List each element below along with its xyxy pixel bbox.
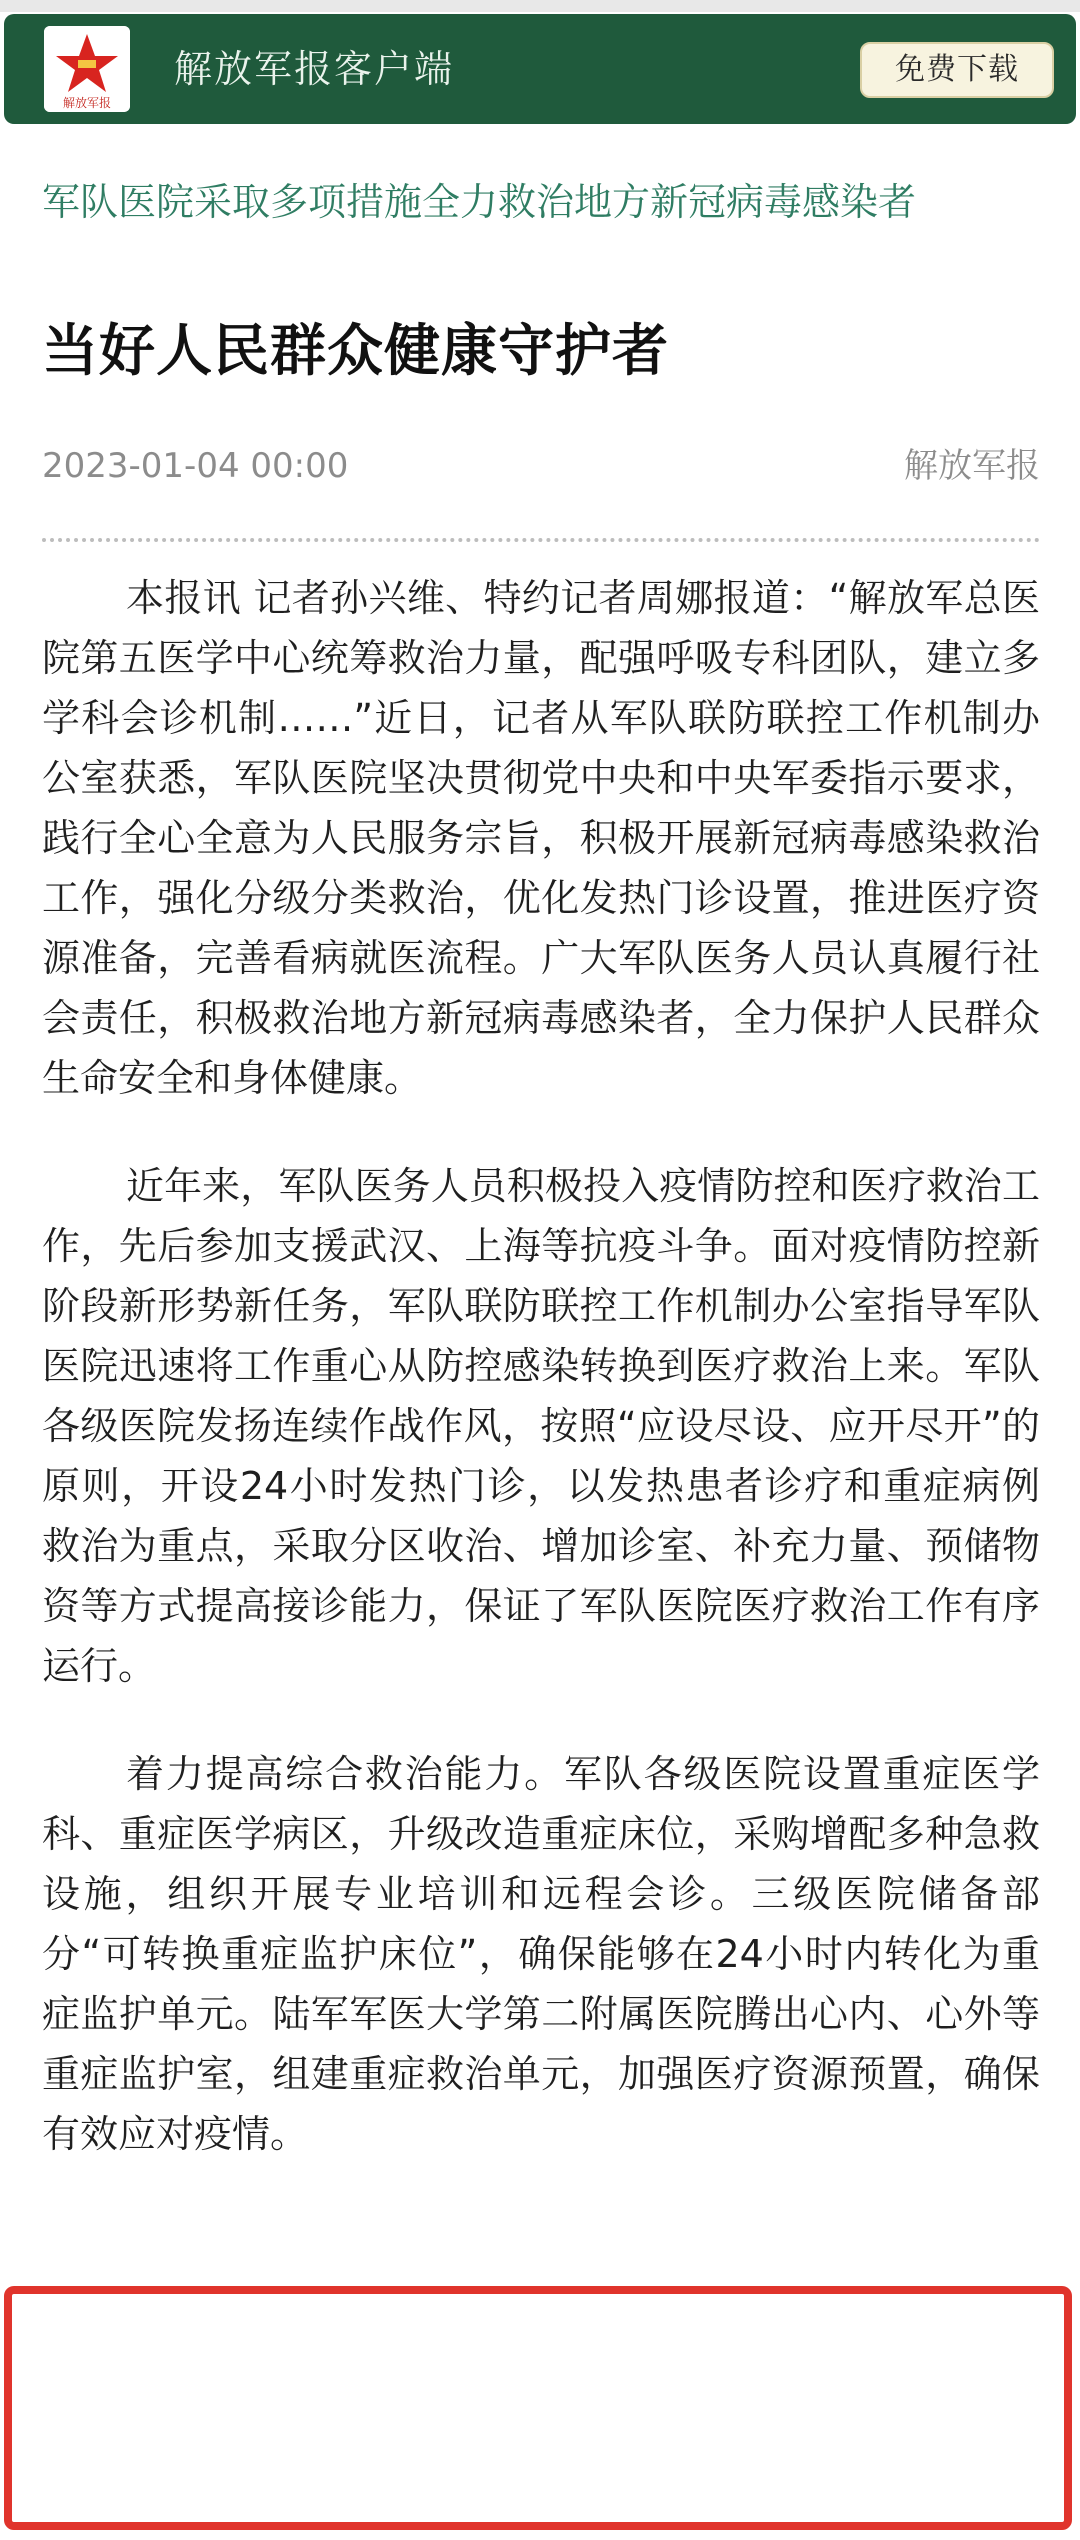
paragraph-1: 本报讯 记者孙兴维、特约记者周娜报道：“解放军总医院第五医学中心统筹救治力量，配强呼吸专科团队，建立多学科会诊机制……”近日，记者从军队联防联控工作机制办公室获悉，军队医院坚决贯彻党中央和中央军委指示要求，践行全心全意为人民服务宗旨，积极开展新冠病毒感染救治工作，强化分级分类救治，优化发热门诊设置，推进医疗资源准备，完善看病就医流程。广大军队医务人员认真履行社会责任，积极救治地方新冠病毒感染者，全力保护人民群众生命安全和身体健康。: [42, 576, 1040, 1100]
app-name: 解放军报客户端: [174, 47, 455, 91]
article-kicker: 军队医院采取多项措施全力救治地方新冠病毒感染者: [42, 180, 917, 224]
svg-text:解放军报: 解放军报: [62, 96, 112, 110]
paragraph-3: 着力提高综合救治能力。军队各级医院设置重症医学科、重症医学病区，升级改造重症床位，采购增配多种急救设施，组织开展专业培训和远程会诊。三级医院储备部分“可转换重症监护床位”，确保能够在24小时内转化为重症监护单元。陆军军医大学第二附属医院腾出心内、心外等重症监护室，组建重症救治单元，加强医疗资源预置，确保有效应对疫情。: [42, 1752, 1040, 2156]
red-star-logo-icon: [44, 26, 130, 112]
app-download-banner[interactable]: [4, 14, 1076, 124]
top-strip: [0, 0, 1080, 12]
article-body: [42, 568, 1040, 2212]
article-title: 当好人民群众健康守护者: [42, 319, 669, 384]
article-meta: [42, 438, 1040, 494]
article-source: 解放军报: [904, 446, 1040, 486]
dotted-divider: [42, 538, 1040, 542]
highlight-box: [4, 2286, 1072, 2530]
download-button[interactable]: 免费下载: [860, 42, 1054, 98]
publish-date: 2023-01-04 00:00: [42, 446, 349, 486]
paragraph-2: 近年来，军队医务人员积极投入疫情防控和医疗救治工作，先后参加支援武汉、上海等抗疫斗争。面对疫情防控新阶段新形势新任务，军队联防联控工作机制办公室指导军队医院迅速将工作重心从防控感染转换到医疗救治上来。军队各级医院发扬连续作战作风，按照“应设尽设、应开尽开”的原则，开设24小时发热门诊，以发热患者诊疗和重症病例救治为重点，采取分区收治、增加诊室、补充力量、预储物资等方式提高接诊能力，保证了军队医院医疗救治工作有序运行。: [42, 1164, 1040, 1688]
